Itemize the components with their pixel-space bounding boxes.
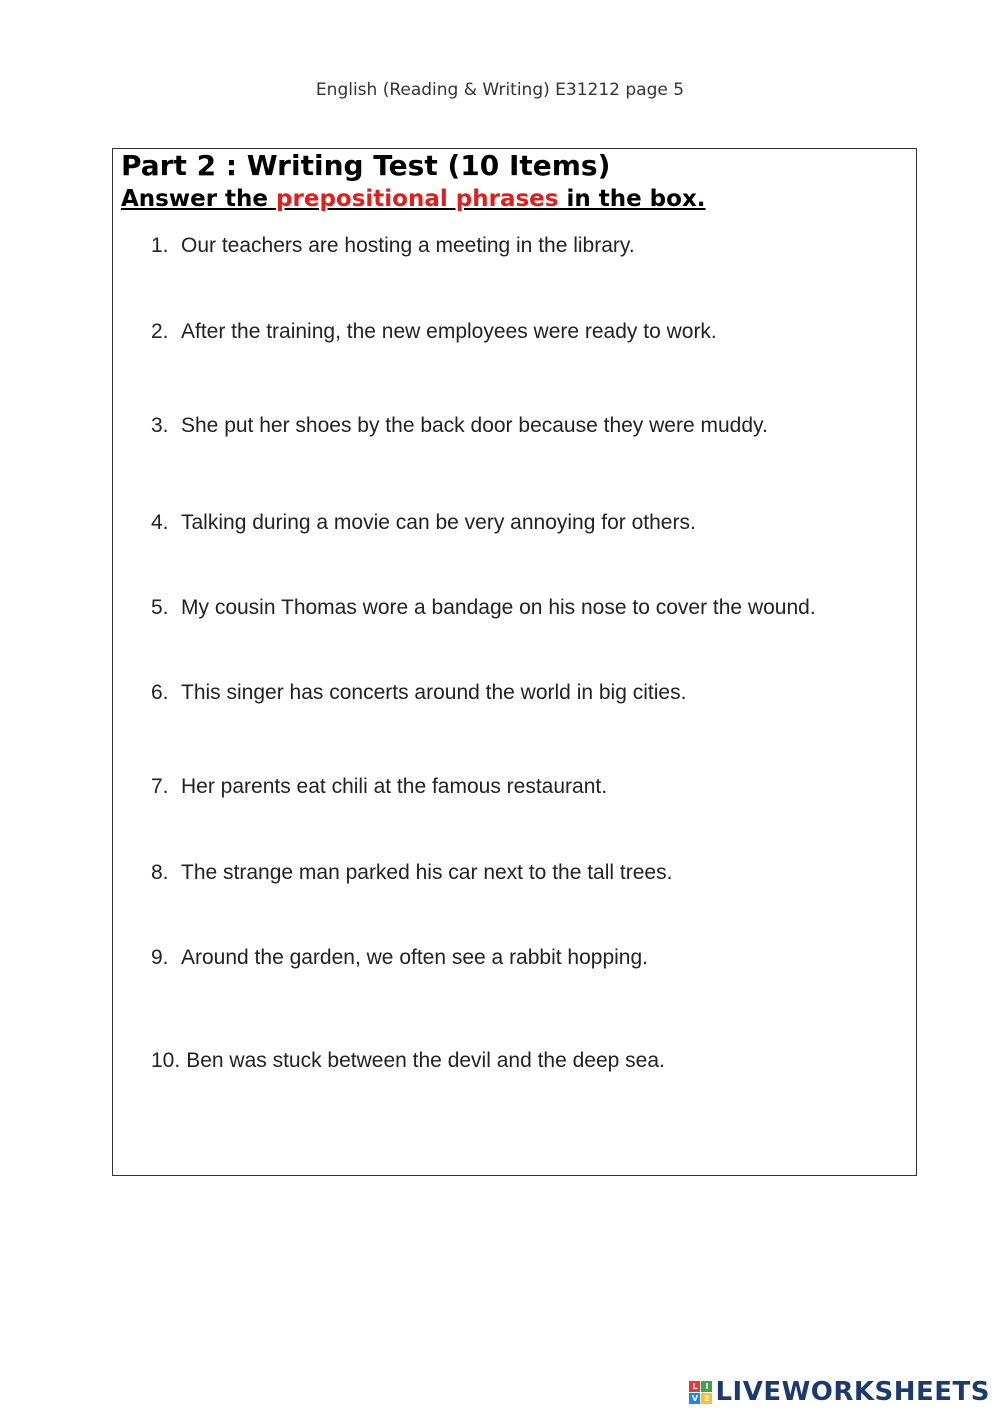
question-item [151,775,607,799]
instruction-highlight: prepositional phrases [276,186,559,212]
question-item [151,414,768,438]
logo-mark-letter: E [701,1393,712,1404]
question-text: Around the garden, we often see a rabbit hopping. [181,946,649,969]
question-number: 10. [151,1049,181,1072]
logo-mark-letter: V [689,1393,700,1404]
question-number: 4. [151,511,169,534]
question-number: 1. [151,234,169,257]
question-item [151,320,717,344]
instruction-suffix: in the box. [558,186,706,212]
question-item [151,596,816,620]
question-text: Talking during a movie can be very annoying for others. [181,511,696,534]
question-number: 9. [151,946,169,969]
instruction [121,186,706,212]
writing-test-box [112,148,917,1176]
question-number: 6. [151,681,169,704]
question-number: 7. [151,775,169,798]
liveworksheets-logo [689,1377,990,1407]
question-text: After the training, the new employees were ready to work. [181,320,717,343]
question-text: My cousin Thomas wore a bandage on his nose to cover the wound. [181,596,816,619]
instruction-prefix: Answer the [121,186,277,212]
logo-text: LIVEWORKSHEETS [715,1377,990,1407]
question-text: Ben was stuck between the devil and the deep sea. [186,1049,665,1072]
question-text: The strange man parked his car next to the tall trees. [181,861,673,884]
question-number: 5. [151,596,169,619]
question-text: Her parents eat chili at the famous restaurant. [181,775,608,798]
question-item [151,234,635,258]
question-text: This singer has concerts around the world in big cities. [181,681,687,704]
question-text: Our teachers are hosting a meeting in the library. [181,234,635,257]
question-item [151,1049,665,1073]
logo-mark-letter: I [701,1381,712,1392]
question-number: 2. [151,320,169,343]
page-header: English (Reading & Writing) E31212 page 5 [315,80,685,100]
question-number: 8. [151,861,169,884]
question-item [151,861,672,885]
question-number: 3. [151,414,169,437]
part-title: Part 2 : Writing Test (10 Items) [121,149,611,182]
question-text: She put her shoes by the back door because they were muddy. [181,414,768,437]
question-item [151,946,648,970]
question-item [151,511,696,535]
question-item [151,681,686,705]
logo-mark-letter: L [689,1381,700,1392]
logo-mark-icon [689,1381,712,1404]
